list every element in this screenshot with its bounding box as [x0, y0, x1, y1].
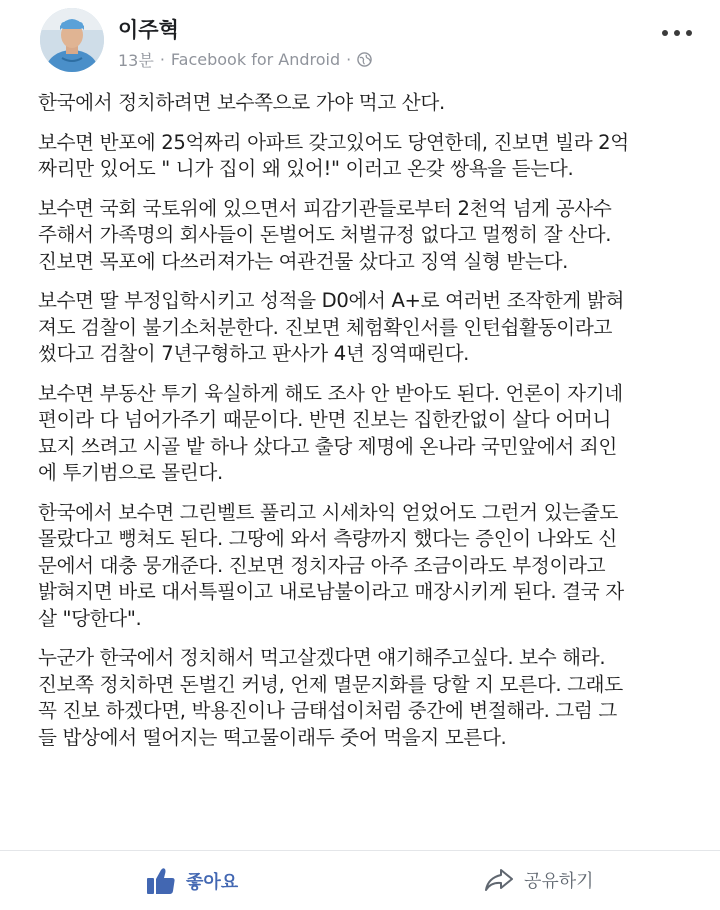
post-time[interactable]: 13분 — [118, 51, 154, 70]
paragraph-line: 들 밥상에서 떨어지는 떡고물이래두 줏어 먹을지 모른다. — [38, 725, 507, 749]
post-paragraph — [38, 500, 694, 633]
paragraph-line: 한국에서 정치하려면 보수쪽으로 가야 먹고 산다. — [38, 91, 445, 114]
like-label: 좋아요 — [186, 872, 239, 893]
share-button[interactable] — [484, 867, 594, 893]
paragraph-line: 편이라 다 넘어가주기 때문이다. 반면 진보는 집한칸없이 살다 어머니 — [38, 408, 612, 431]
post-header — [0, 0, 720, 80]
post-paragraph — [38, 645, 694, 751]
paragraph-line: 에 투기범으로 몰린다. — [38, 461, 223, 484]
paragraph-line: 짜리만 있어도 " 니가 집이 왜 있어!" 이러고 온갖 쌍욕을 듣는다. — [38, 157, 574, 180]
paragraph-line: 보수면 딸 부정입학시키고 성적을 D0에서 A+로 여러번 조작한게 밝혀 — [38, 289, 625, 312]
post-paragraph — [38, 130, 694, 183]
paragraph-line: 썼다고 검찰이 7년구형하고 판사가 4년 징역때린다. — [38, 342, 470, 365]
post-source: Facebook for Android — [170, 50, 341, 69]
paragraph-line: 주해서 가족명의 회사들이 돈벌어도 처벌규정 없다고 멀쩡히 잘 산다. — [38, 223, 612, 246]
share-label: 공유하기 — [524, 871, 594, 892]
post-body — [38, 90, 694, 764]
paragraph-line: 한국에서 보수면 그린벨트 풀리고 시세차익 얻었어도 그런거 있는줄도 — [38, 500, 618, 524]
post-paragraph — [38, 381, 694, 487]
post-paragraph — [38, 288, 694, 368]
author-name[interactable]: 이주혁 — [118, 18, 179, 42]
post-paragraph — [38, 196, 694, 276]
share-arrow-icon — [484, 867, 514, 893]
globe-icon — [357, 52, 372, 67]
paragraph-line: 보수면 부동산 투기 육실하게 해도 조사 안 받아도 된다. 언론이 자기네 — [38, 381, 623, 405]
action-bar — [0, 851, 720, 910]
paragraph-line: 문에서 대충 뭉개준다. 진보면 정치자금 아주 조금이라도 부정이라고 — [38, 553, 606, 577]
more-options-icon[interactable] — [662, 30, 692, 36]
paragraph-line: 보수면 국회 국토위에 있으면서 피감기관들로부터 2천억 넘게 공사수 — [38, 196, 612, 220]
paragraph-line: 살 "당한다". — [38, 606, 142, 630]
paragraph-line: 져도 검찰이 불기소처분한다. 진보면 체험확인서를 인턴쉽활동이라고 — [38, 315, 613, 339]
avatar[interactable] — [40, 8, 104, 72]
paragraph-line: 진보면 목포에 다쓰러져가는 여관건물 샀다고 징역 실형 받는다. — [38, 249, 569, 273]
post-meta — [118, 48, 372, 71]
paragraph-line: 진보쪽 정치하면 돈벌긴 커녕, 언제 멸문지화를 당할 지 모른다. 그래도 — [38, 672, 623, 696]
paragraph-line: 보수면 반포에 25억짜리 아파트 갖고있어도 당연한데, 진보면 빌라 2억 — [38, 130, 629, 154]
post-paragraph — [38, 90, 694, 117]
paragraph-line: 묘지 쓰려고 시골 밭 하나 샀다고 출당 제명에 온나라 국민앞에서 죄인 — [38, 434, 617, 458]
paragraph-line: 밝혀지면 바로 대서특필이고 내로남불이라고 매장시키게 된다. 결국 자 — [38, 580, 624, 603]
meta-separator-2: · — [346, 50, 352, 69]
meta-separator: · — [159, 50, 165, 69]
paragraph-line: 누군가 한국에서 정치해서 먹고살겠다면 얘기해주고싶다. 보수 해라. — [38, 646, 606, 669]
paragraph-line: 꼭 진보 하겠다면, 박용진이나 금태섭이처럼 중간에 변절해라. 그럼 그 — [38, 699, 617, 722]
thumbs-up-icon — [146, 867, 176, 895]
paragraph-line: 몰랐다고 뻥쳐도 된다. 그땅에 와서 측량까지 했다는 증인이 나와도 신 — [38, 527, 617, 550]
like-button[interactable] — [146, 867, 238, 895]
